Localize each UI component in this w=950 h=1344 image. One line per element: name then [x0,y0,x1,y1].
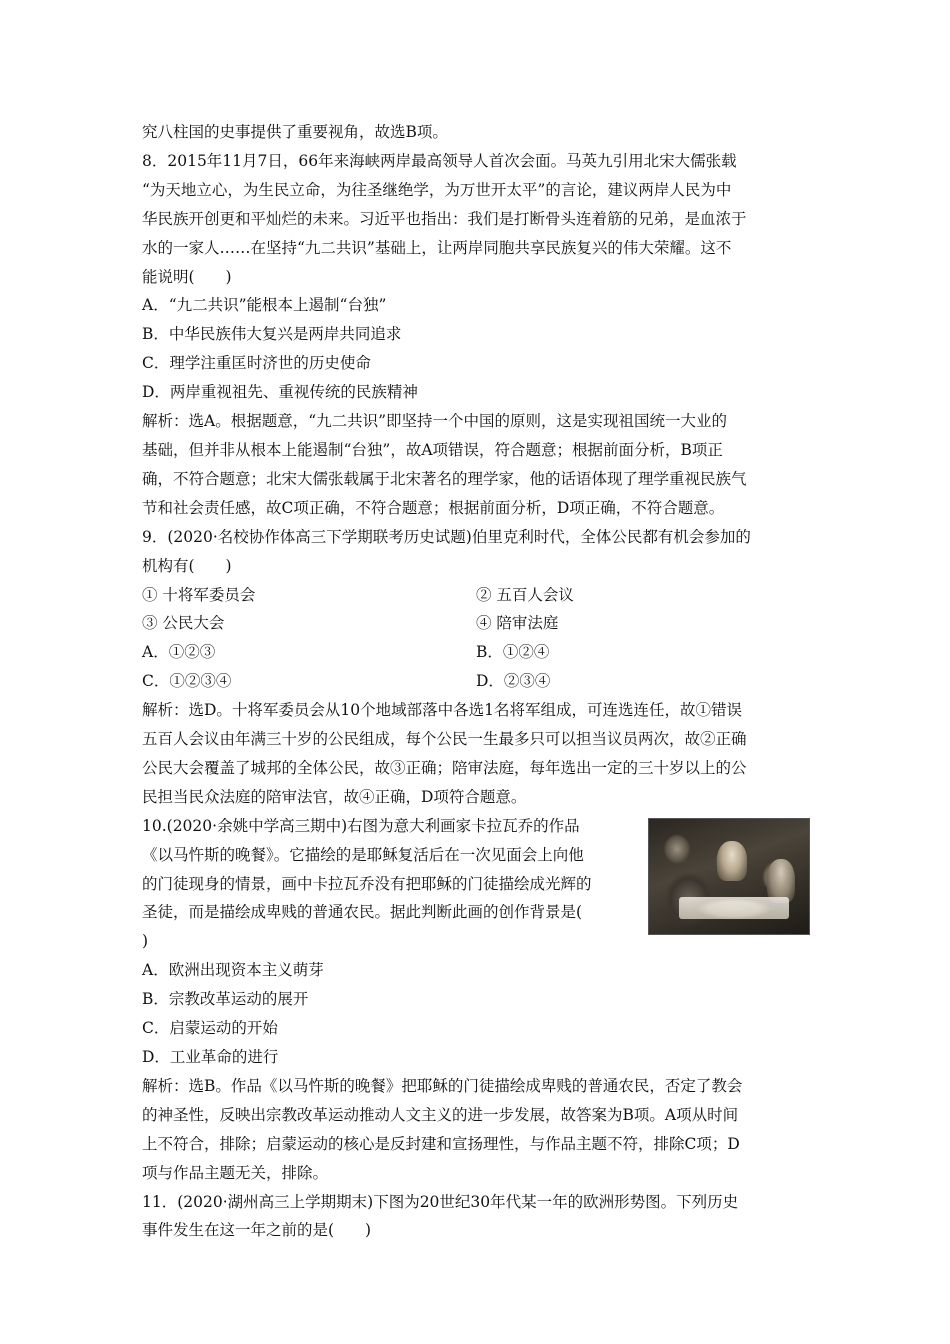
question-10 [142,812,810,957]
analysis-line: 项与作品主题无关，排除。 [142,1163,329,1182]
analysis-line: 五百人会议由年满三十岁的公民组成，每个公民一生最多只可以担当议员两次，故②正确 [142,730,747,749]
option-item: C．①②③④ [142,672,232,691]
text-line: 的门徒现身的情景，画中卡拉瓦乔没有把耶稣的门徒描绘成光辉的 [142,874,592,893]
option-a: A．欧洲出现资本主义萌芽 [142,961,324,980]
option-item: D．②③④ [476,672,551,691]
question-10-stem [142,812,640,957]
option-a: A．“九二共识”能根本上遏制“台独” [142,296,387,315]
option-row [142,581,810,610]
option-item: ① 十将军委员会 [142,585,256,604]
option-row [142,638,810,667]
block-top [142,118,810,581]
text-line: 究八柱国的史事提供了重要视角，故选B项。 [142,123,448,141]
text-line: “为天地立心，为生民立命，为往圣继绝学，为万世开太平”的言论，建议两岸人民为中 [142,180,732,199]
document-page [142,118,810,1245]
option-item: ④ 陪审法庭 [476,614,559,633]
question-11-stem: 11．(2020·湖州高三上学期期末)下图为20世纪30年代某一年的欧洲形势图。下列历史 [142,1192,739,1211]
analysis-line: 上不符合，排除；启蒙运动的核心是反封建和宣扬理性，与作品主题不符，排除C项；D [142,1134,740,1153]
option-c: C．启蒙运动的开始 [142,1019,278,1038]
block-bottom [142,956,810,1245]
option-row [142,609,810,638]
option-row [142,667,810,696]
text-line: 《以马忤斯的晚餐》。它描绘的是耶稣复活后在一次见面会上向他 [142,845,584,864]
option-item: B．①②④ [476,643,550,662]
analysis-line: 节和社会责任感，故C项正确，不符合题意；根据前面分析，D项正确，不符合题意。 [142,498,725,517]
analysis-line: 确，不符合题意；北宋大儒张载属于北宋著名的理学家，他的话语体现了理学重视民族气 [142,469,747,488]
option-item: A．①②③ [142,643,216,662]
q9-analysis [142,696,810,812]
question-9-stem: 9．(2020·名校协作体高三下学期联考历史试题)伯里克利时代，全体公民都有机会参加的 [142,527,751,546]
text-line: 能说明( ) [142,267,232,286]
text-line: 10.(2020·余姚中学高三期中)右图为意大利画家卡拉瓦乔的作品 [142,816,580,835]
analysis-line: 民担当民众法庭的陪审法官，故④正确，D项符合题意。 [142,787,527,806]
analysis-line: 的神圣性，反映出宗教改革运动推动人文主义的进一步发展，故答案为B项。A项从时间 [142,1105,739,1124]
analysis-line: 基础，但并非从根本上能遏制“台独”，故A项错误，符合题意；根据前面分析，B项正 [142,440,723,459]
supper-at-emmaus-painting [648,818,810,935]
text-line: ) [142,932,149,951]
option-item: ② 五百人会议 [476,585,574,604]
analysis-line: 解析：选A。根据题意，“九二共识”即坚持一个中国的原则，这是实现祖国统一大业的 [142,412,728,431]
analysis-line: 公民大会覆盖了城邦的全体公民，故③正确；陪审法庭，每年选出一定的三十岁以上的公 [142,758,747,777]
option-b: B．中华民族伟大复兴是两岸共同追求 [142,325,402,344]
option-item: ③ 公民大会 [142,614,225,633]
analysis-line: 解析：选D。十将军委员会从10个地域部落中各选1名将军组成，可连选连任，故①错误 [142,701,743,720]
analysis-line: 解析：选B。作品《以马忤斯的晚餐》把耶稣的门徒描绘成卑贱的普通农民，否定了教会 [142,1076,743,1095]
text-line: 机构有( ) [142,556,232,575]
question-8-stem: 8．2015年11月7日，66年来海峡两岸最高领导人首次会面。马英九引用北宋大儒张载 [142,151,737,170]
painting-table [679,897,789,919]
text-line: 事件发生在这一年之前的是( ) [142,1221,372,1240]
text-line: 水的一家人……在坚持“九二共识”基础上，让两岸同胞共享民族复兴的伟大荣耀。这不 [142,238,732,257]
option-d: D．工业革命的进行 [142,1048,279,1066]
option-c: C．理学注重匡时济世的历史使命 [142,354,371,373]
text-line: 华民族开创更和平灿烂的未来。习近平也指出：我们是打断骨头连着筋的兄弟，是血浓于 [142,209,747,228]
painting-figure [717,841,747,881]
option-d: D．两岸重视祖先、重视传统的民族精神 [142,383,418,402]
option-b: B．宗教改革运动的展开 [142,990,309,1009]
q9-options [142,581,810,697]
text-line: 圣徒，而是描绘成卑贱的普通农民。据此判断此画的创作背景是( [142,903,583,922]
